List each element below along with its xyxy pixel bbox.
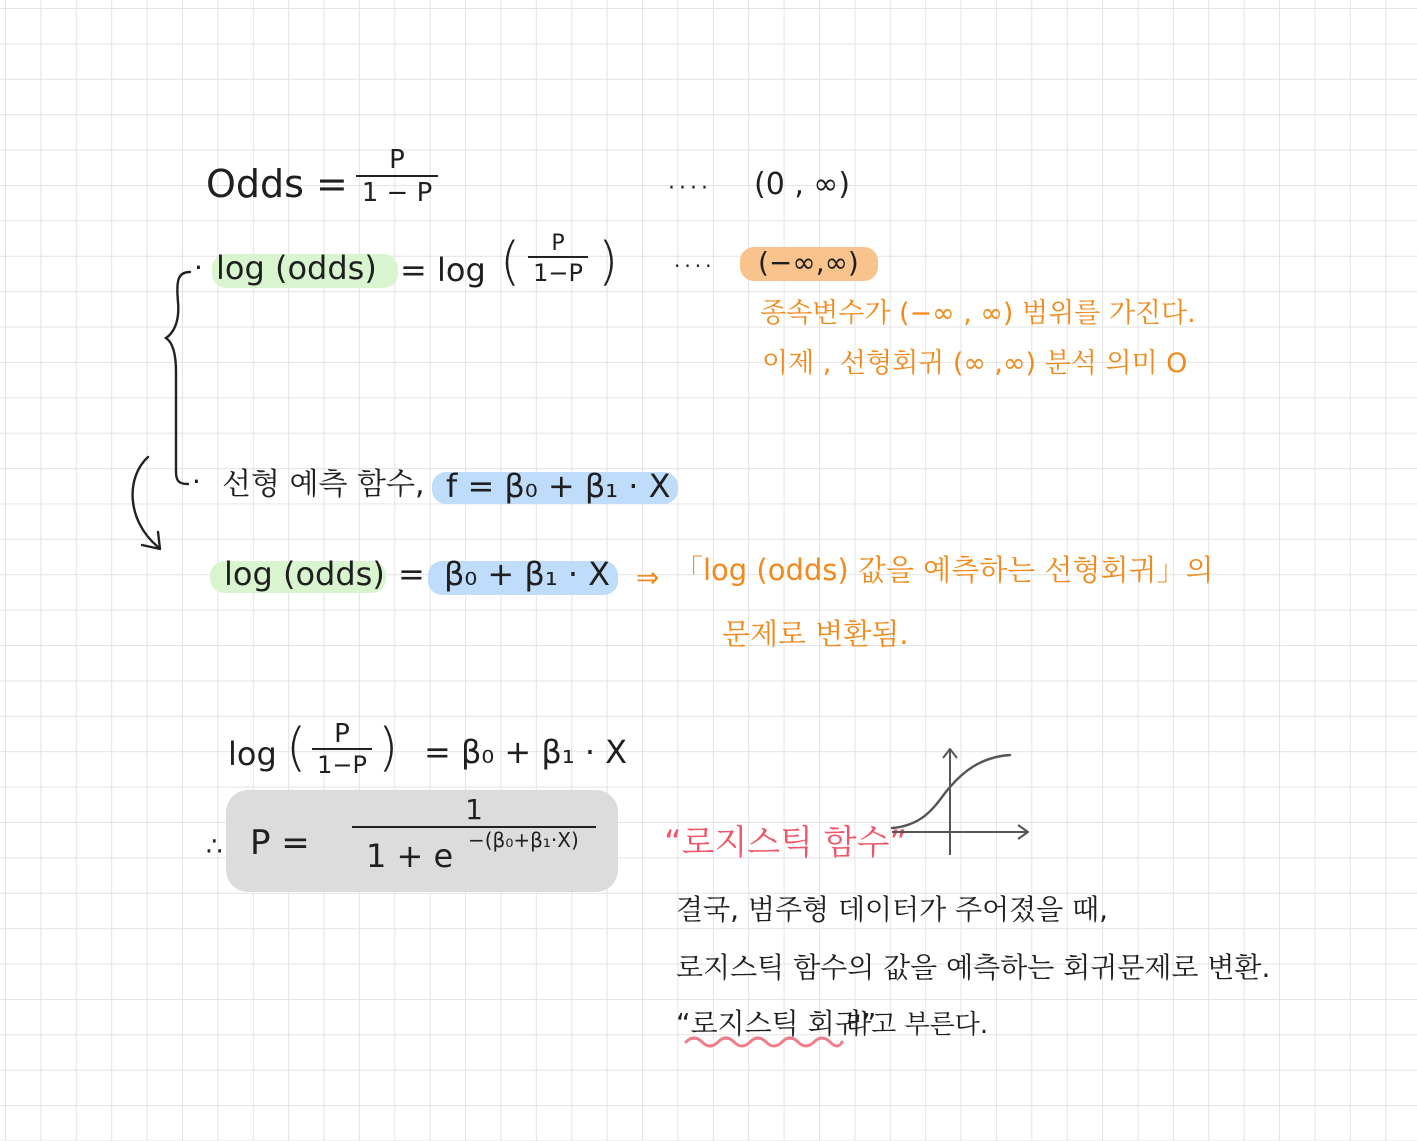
transform-note-line1: 「log (odds) 값을 예측하는 선형회귀」의 — [674, 553, 1214, 587]
logodds-dots: ···· — [674, 254, 716, 278]
odds-numerator: P — [389, 145, 405, 175]
linear-predict-label: 선형 예측 함수, — [222, 467, 425, 502]
p-equals: P = — [250, 823, 310, 863]
transformed-rhs: β₀ + β₁ · X — [444, 555, 611, 593]
eq1-rhs: = β₀ + β₁ · X — [424, 733, 628, 771]
logodds-bullet: · — [194, 251, 203, 284]
logodds-fraction — [528, 232, 588, 288]
logodds-eq-log: = log — [400, 251, 486, 289]
conclusion-line2: 로지스틱 함수의 값을 예측하는 회귀문제로 변환. — [676, 951, 1271, 984]
logistic-numerator: 1 — [465, 793, 483, 826]
linear-bullet: · — [192, 465, 201, 498]
conclusion-line1: 결국, 범주형 데이터가 주어졌을 때, — [676, 893, 1109, 926]
logodds-numerator: P — [551, 231, 565, 256]
transformed-lhs: log (odds) — [224, 555, 385, 593]
eq1-numerator: P — [334, 719, 350, 749]
sigmoid-curve-icon — [888, 745, 1038, 865]
conclusion-line3-rest: 라고 부른다. — [846, 1010, 989, 1040]
odds-denominator: 1 − P — [361, 178, 433, 208]
odds-label: Odds = — [206, 162, 348, 206]
regression-meaning-note: 이제 , 선형회귀 (∞ ,∞) 분석 의미 O — [762, 348, 1188, 379]
odds-dots: ···· — [668, 176, 712, 201]
denominator-base: 1 + e — [366, 837, 454, 875]
logodds-lparen: ( — [500, 232, 521, 292]
logistic-denominator — [352, 828, 596, 874]
eq1-rparen: ) — [378, 718, 399, 778]
transformed-eq: = — [398, 555, 425, 593]
logodds-range: (−∞,∞) — [758, 246, 859, 279]
transform-note-line2: 문제로 변환됨. — [722, 617, 909, 651]
eq1-lparen: ( — [286, 718, 307, 778]
denominator-exponent: −(β₀+β₁·X) — [468, 828, 579, 852]
logistic-regression-term: “로지스틱 회귀” — [676, 1007, 877, 1040]
dependent-variable-note: 종속변수가 (−∞ , ∞) 범위를 가진다. — [760, 298, 1196, 329]
eq1-denominator: 1−P — [317, 751, 367, 779]
therefore-symbol: ∴ — [206, 832, 223, 862]
logodds-lhs: log (odds) — [216, 249, 377, 287]
wavy-underline-icon — [684, 1034, 844, 1050]
logistic-fraction — [352, 794, 596, 874]
logodds-rparen: ) — [598, 232, 619, 292]
linear-formula: f = β₀ + β₁ · X — [446, 467, 671, 505]
odds-fraction — [356, 145, 438, 209]
odds-range: (0 , ∞) — [754, 167, 851, 202]
brace-arrow-icon — [118, 262, 198, 562]
eq1-fraction — [312, 720, 372, 780]
logodds-denominator: 1−P — [533, 259, 583, 287]
implies-arrow: ⇒ — [636, 561, 660, 594]
eq1-log: log — [228, 735, 277, 773]
logistic-function-label: “로지스틱 함수” — [664, 823, 908, 863]
